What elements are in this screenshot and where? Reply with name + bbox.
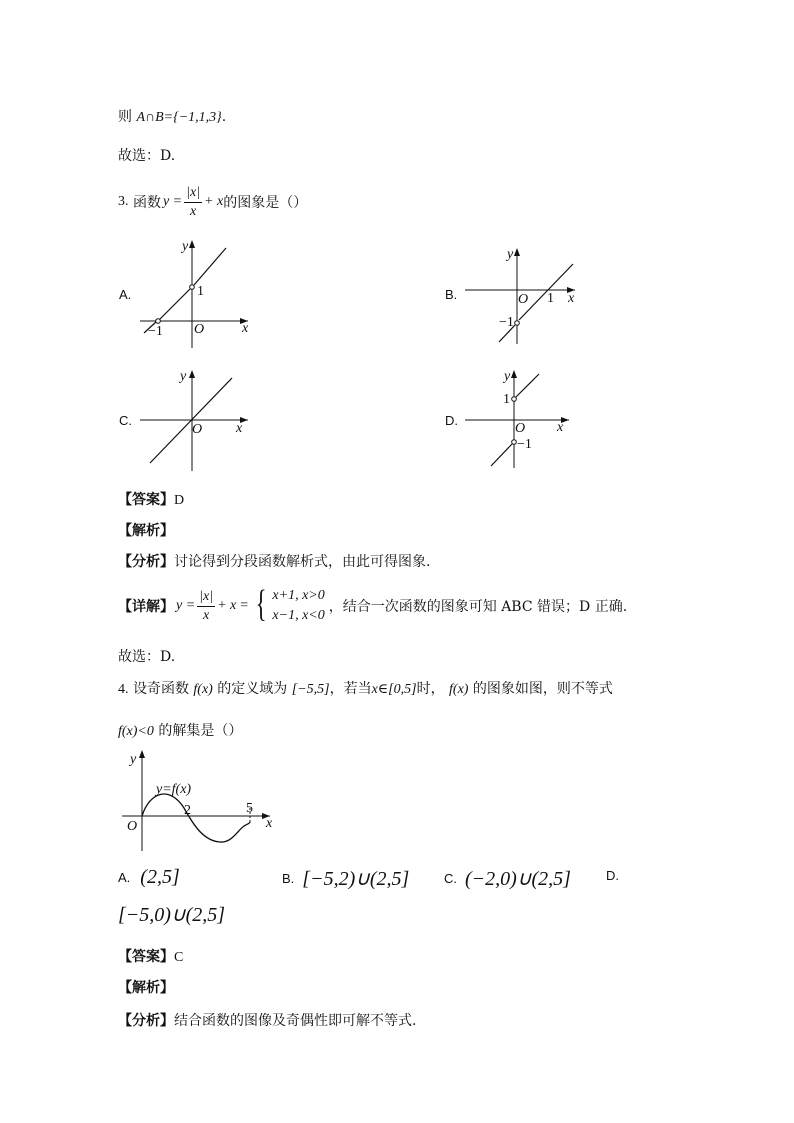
choice-line-q2: 故选：D. <box>118 148 176 164</box>
q4-text-a: 设奇函数 <box>132 681 189 697</box>
origin-label: O <box>518 292 529 307</box>
math-fx: f(x) <box>193 682 213 697</box>
y-axis-arrow <box>139 750 145 758</box>
open-point-neg1 <box>515 321 520 326</box>
tick-label-neg1: −1 <box>148 324 163 339</box>
y-label: y <box>182 239 189 254</box>
math-domain: [−5,5] <box>291 682 330 697</box>
fraction-denominator: x <box>203 607 210 623</box>
curve-label: y=f(x) <box>156 782 192 797</box>
answer-line-q3 <box>118 489 184 509</box>
question-4-line1 <box>118 678 613 698</box>
tick-label-2: 2 <box>184 803 191 818</box>
tick-label-1: 1 <box>547 291 554 306</box>
graph-option-c <box>140 366 280 476</box>
fenxi-text: 讨论得到分段函数解析式，由此可得图象. <box>174 554 431 570</box>
question-number: 3. <box>118 194 129 209</box>
answer-tag: 【答案】 <box>118 492 174 508</box>
math-y: y = <box>176 598 196 613</box>
fraction-numerator: |x| <box>197 590 215 607</box>
question-text-end: 的图象是（） <box>223 195 308 211</box>
x-label: x <box>266 816 273 831</box>
piecewise-cases <box>272 586 324 626</box>
xiangjie-tag: 【详解】 <box>118 599 174 615</box>
fenxi-tag: 【分析】 <box>118 554 174 570</box>
q4-text-c: ，若当 <box>329 681 372 697</box>
tick-label-neg1: −1 <box>499 315 514 330</box>
tick-label-neg1: −1 <box>517 437 532 452</box>
fraction-denominator: x <box>189 203 197 219</box>
option-4d-label <box>606 868 619 884</box>
y-label: y <box>507 247 514 262</box>
question-4-line2 <box>118 720 242 740</box>
option-4b <box>282 866 409 891</box>
question-text: 函数 <box>132 195 161 211</box>
y-label: y <box>504 369 511 384</box>
answer-tag: 【答案】 <box>118 949 174 965</box>
open-point-1 <box>512 397 517 402</box>
set-intersection-math: A∩B={−1,1,3} <box>136 110 222 125</box>
y-axis-arrow <box>189 370 195 378</box>
math-plus-x: + x <box>217 598 237 613</box>
q4-text-f: 的解集是（） <box>158 723 243 739</box>
fraction-abs-x-over-x <box>197 590 215 623</box>
tick-label-5: 5 <box>246 801 253 816</box>
graph-q4-function <box>120 746 290 856</box>
xiangjie-text: ，结合一次函数的图象可知 ABC 错误；D 正确. <box>328 599 628 615</box>
option-4d-value <box>118 902 225 927</box>
line-right-branch <box>516 374 539 397</box>
option-value: [−5,2)∪(2,5] <box>302 868 410 890</box>
case-positive: x+1, x>0 <box>272 588 325 603</box>
piecewise-brace: { <box>255 583 267 625</box>
math-plus-x: + x <box>204 194 224 209</box>
analysis-heading-q4: 【解析】 <box>118 980 174 996</box>
fraction-numerator: |x| <box>184 186 202 203</box>
answer-value: D <box>174 493 185 508</box>
option-c-label: C. <box>119 413 132 428</box>
analysis-line-q4 <box>118 1010 416 1030</box>
y-axis-arrow <box>189 240 195 248</box>
detail-line-q3: 【详解】 y = $\frac{|x|}{x}$ + x = { x+1, x>0 x−1, x<0 ，结合一次函数的图象可知 ABC 错误；D 正确. <box>118 583 628 625</box>
conclusion-line <box>118 106 226 126</box>
option-d-label: D. <box>445 413 458 428</box>
q4-text-d: 时， <box>416 681 445 697</box>
answer-line-q4 <box>118 946 183 966</box>
analysis-line-q3 <box>118 551 430 571</box>
answer-value: C <box>174 950 184 965</box>
math-y: y = <box>162 194 183 209</box>
math-inequality: f(x)<0 <box>118 724 154 739</box>
choice-line-q3: 故选：D. <box>118 649 176 665</box>
option-value: (−2,0)∪(2,5] <box>465 868 571 890</box>
tick-label-1: 1 <box>197 284 204 299</box>
math-condition: x∈[0,5] <box>371 682 417 697</box>
case-negative: x−1, x<0 <box>272 608 325 623</box>
open-point-neg1 <box>156 319 161 324</box>
option-value: (2,5] <box>140 866 180 888</box>
period: . <box>221 109 227 125</box>
q4-text-b: 的定义域为 <box>217 681 288 697</box>
origin-label: O <box>515 421 526 436</box>
y-label: y <box>180 369 187 384</box>
option-label: D. <box>606 868 619 883</box>
option-4c <box>444 866 571 891</box>
option-a-label: A. <box>119 287 132 302</box>
option-4a <box>118 866 180 889</box>
math-fx: f(x) <box>449 682 469 697</box>
y-axis-arrow <box>511 370 517 378</box>
option-label: A. <box>118 870 131 885</box>
open-point-neg1 <box>512 440 517 445</box>
question-3 <box>118 182 307 222</box>
text-ze: 则 <box>118 109 132 125</box>
line-left-branch <box>491 444 512 466</box>
graph-option-d <box>465 366 605 476</box>
x-label: x <box>242 321 249 336</box>
x-label: x <box>568 291 575 306</box>
x-label: x <box>557 420 564 435</box>
y-label: y <box>130 752 137 767</box>
option-label: B. <box>282 871 295 886</box>
origin-label: O <box>127 819 138 834</box>
origin-label: O <box>194 322 205 337</box>
option-value: [−5,0)∪(2,5] <box>118 904 226 926</box>
graph-option-a <box>140 238 280 358</box>
q4-text-e: 的图象如图，则不等式 <box>472 681 613 697</box>
analysis-heading-q3: 【解析】 <box>118 523 174 539</box>
y-axis-arrow <box>514 248 520 256</box>
option-b-label: B. <box>445 287 458 302</box>
graph-option-b <box>465 242 605 352</box>
tick-label-1: 1 <box>503 392 510 407</box>
function-curve <box>142 794 250 842</box>
fenxi-tag: 【分析】 <box>118 1013 174 1029</box>
fraction-abs-x-over-x <box>184 186 202 219</box>
question-number: 4. <box>118 682 129 697</box>
x-label: x <box>236 421 243 436</box>
open-point-1 <box>190 285 195 290</box>
line-middle-part <box>159 289 190 320</box>
origin-label: O <box>192 422 203 437</box>
fenxi-text: 结合函数的图像及奇偶性即可解不等式. <box>174 1013 417 1029</box>
line-right-part <box>194 248 226 285</box>
option-label: C. <box>444 871 457 886</box>
